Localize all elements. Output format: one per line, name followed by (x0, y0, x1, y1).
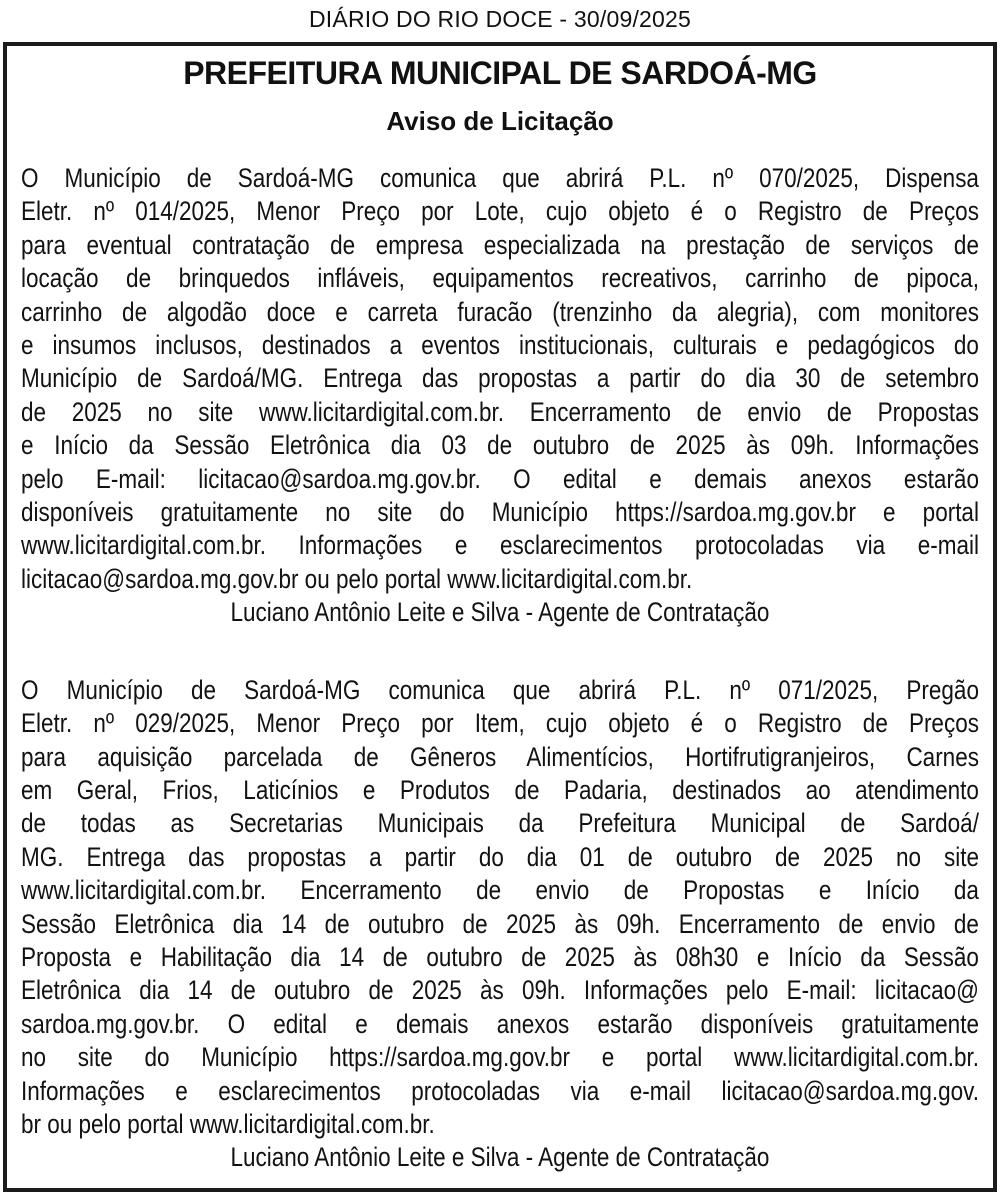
signature-line: Luciano Antônio Leite e Silva - Agente de Contratação (230, 597, 770, 628)
text-line: para aquisição parcelada de Gêneros Alimentícios, Hortifrutigranjeiros, Carnes (21, 741, 979, 772)
text-line: no site do Município https://sardoa.mg.gov.br e portal www.licitardigital.com.br. (21, 1042, 979, 1073)
announcement-2 (21, 674, 979, 1175)
masthead: DIÁRIO DO RIO DOCE - 30/09/2025 (309, 6, 691, 32)
text-line: www.licitardigital.com.br. Encerramento de envio de Propostas e Início da (21, 875, 979, 906)
text-line: MG. Entrega das propostas a partir do dia 01 de outubro de 2025 no site (21, 841, 979, 872)
text-line: Eletrônica dia 14 de outubro de 2025 às 09h. Informações pelo E-mail: licitacao@ (21, 975, 979, 1006)
text-line: Sessão Eletrônica dia 14 de outubro de 2025 às 09h. Encerramento de envio de (21, 908, 979, 939)
text-line: licitacao@sardoa.mg.gov.br ou pelo portal www.licitardigital.com.br. (21, 563, 693, 594)
text-line: disponíveis gratuitamente no site do Município https://sardoa.mg.gov.br e portal (21, 497, 979, 528)
text-line: de 2025 no site www.licitardigital.com.br. Encerramento de envio de Propostas (21, 396, 979, 427)
text-line: br ou pelo portal www.licitardigital.com.br. (21, 1108, 435, 1139)
text-line: e insumos inclusos, destinados a eventos institucionais, culturais e pedagógicos do (21, 330, 979, 361)
text-line: de todas as Secretarias Municipais da Prefeitura Municipal de Sardoá/ (21, 808, 979, 839)
text-line: O Município de Sardoá-MG comunica que abrirá P.L. nº 071/2025, Pregão (21, 674, 979, 705)
text-line: e Início da Sessão Eletrônica dia 03 de outubro de 2025 às 09h. Informações (21, 430, 979, 461)
notice-title: PREFEITURA MUNICIPAL DE SARDOÁ-MG (183, 55, 817, 91)
text-line: Informações e esclarecimentos protocoladas via e-mail licitacao@sardoa.mg.gov. (21, 1075, 979, 1106)
text-line: Município de Sardoá/MG. Entrega das propostas a partir do dia 30 de setembro (21, 363, 979, 394)
signature-line: Luciano Antônio Leite e Silva - Agente de Contratação (230, 1142, 770, 1173)
text-line: Eletr. nº 029/2025, Menor Preço por Item, cujo objeto é o Registro de Preços (21, 708, 979, 739)
notice-box (3, 42, 997, 1192)
text-line: em Geral, Frios, Laticínios e Produtos de Padaria, destinados ao atendimento (21, 774, 979, 805)
text-line: sardoa.mg.gov.br. O edital e demais anexos estarão disponíveis gratuitamente (21, 1008, 979, 1039)
announcement-1 (21, 162, 979, 630)
text-line: carrinho de algodão doce e carreta furacão (trenzinho da alegria), com monitores (21, 296, 979, 327)
text-line: www.licitardigital.com.br. Informações e esclarecimentos protocoladas via e-mail (21, 530, 979, 561)
text-line: pelo E-mail: licitacao@sardoa.mg.gov.br. O edital e demais anexos estarão (21, 463, 979, 494)
text-line: O Município de Sardoá-MG comunica que abrirá P.L. nº 070/2025, Dispensa (21, 163, 979, 193)
text-line: Eletr. nº 014/2025, Menor Preço por Lote, cujo objeto é o Registro de Preços (21, 196, 979, 227)
notice-subtitle: Aviso de Licitação (386, 106, 614, 136)
text-line: locação de brinquedos infláveis, equipamentos recreativos, carrinho de pipoca, (21, 263, 979, 294)
text-line: para eventual contratação de empresa especializada na prestação de serviços de (21, 229, 979, 260)
text-line: Proposta e Habilitação dia 14 de outubro de 2025 às 08h30 e Início da Sessão (21, 941, 979, 972)
